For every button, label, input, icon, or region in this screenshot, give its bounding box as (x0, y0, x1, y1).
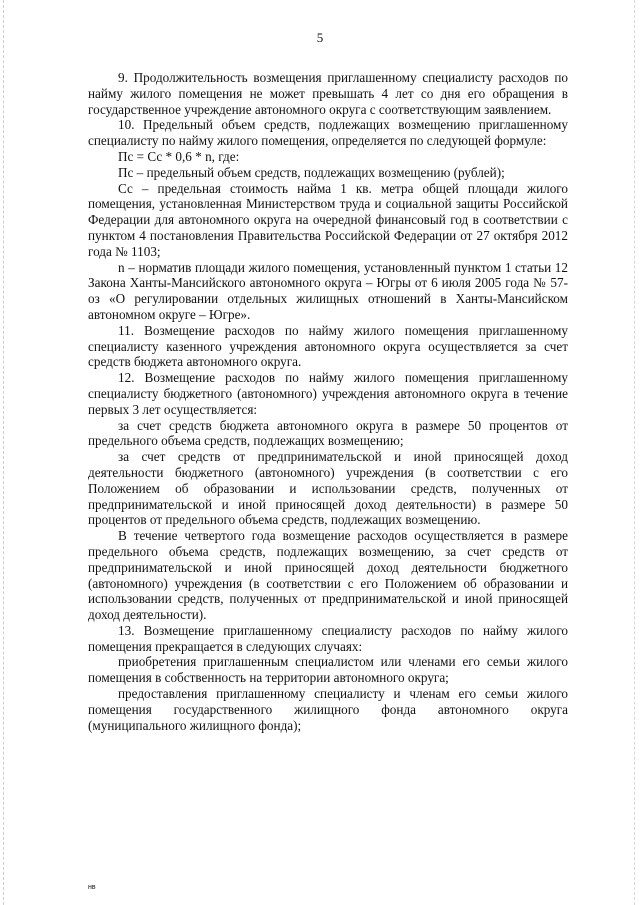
paragraph-9: 9. Продолжительность возмещения приглашенному специалисту расходов по найму жилого помещения не может превышать 4 лет со дня его обращения в государственное учреждение автономного округа с соответствующим заявлением. (88, 70, 568, 117)
paragraph-12-item-budget: за счет средств бюджета автономного округа в размере 50 процентов от предельного объема средств, подлежащих возмещению; (88, 417, 568, 449)
footer-initials: нв (88, 884, 96, 891)
scan-edge-left (3, 0, 5, 905)
definition-n: n – норматив площади жилого помещения, установленный пунктом 1 статьи 12 Закона Ханты-Мансийского автономного округа – Югры от 6 июля 2005 года № 57-оз «О регулировании отдельных жилищных отношений в Ханты-Мансийском автономном округе – Югре». (88, 259, 568, 322)
paragraph-11: 11. Возмещение расходов по найму жилого помещения приглашенному специалисту казенного учреждения автономного округа осуществляется за счет средств бюджета автономного округа. (88, 322, 568, 370)
paragraph-13-case-provision: предоставления приглашенному специалисту и членам его семьи жилого помещения государственного жилищного фонда автономного округа (муниципального жилищного фонда); (88, 686, 568, 733)
definition-cc: Сс – предельная стоимость найма 1 кв. метра общей площади жилого помещения, установленная Министерством труда и социальной защиты Российской Федерации для автономного округа на очередной финансовый год в соответствии с пунктом 4 постановления Правительства Российской Федерации от 27 октября 2012 года № 1103; (88, 180, 568, 259)
paragraph-12: 12. Возмещение расходов по найму жилого помещения приглашенному специалисту бюджетного (автономного) учреждения автономного округа в течение первых 3 лет осуществляется: (88, 370, 568, 417)
scan-edge-right (634, 0, 636, 905)
document-body (88, 70, 568, 733)
paragraph-12-item-income: за счет средств от предпринимательской и иной приносящей доход деятельности бюджетного (автономного) учреждения (в соответствии с его Положением об образовании и использовании средств, полученных от предпринимательской и иной приносящей доход деятельности) в размере 50 процентов от предельного объема средств, подлежащих возмещению. (88, 449, 568, 528)
definition-pc: Пс – предельный объем средств, подлежащих возмещению (рублей); (118, 164, 505, 180)
paragraph-fourth-year: В течение четвертого года возмещение расходов осуществляется в размере предельного объема средств, подлежащих возмещению, за счет средств от предпринимательской и иной приносящей доход деятельности бюджетного (автономного) учреждения (в соответствии с его Положением об образовании и использовании средств, полученных от предпринимательской и иной приносящей доход деятельности). (88, 528, 568, 623)
paragraph-13: 13. Возмещение приглашенному специалисту расходов по найму жилого помещения прекращается в следующих случаях: (88, 622, 568, 654)
page-number: 5 (316, 30, 324, 45)
paragraph-10: 10. Предельный объем средств, подлежащих возмещению приглашенному специалисту по найму жилого помещения, определяется по следующей формуле: (88, 117, 568, 149)
paragraph-13-case-purchase: приобретения приглашенным специалистом или членами его семьи жилого помещения в собственность на территории автономного округа; (88, 654, 568, 686)
formula-line: Пс = Сс * 0,6 * n, где: (118, 148, 240, 164)
